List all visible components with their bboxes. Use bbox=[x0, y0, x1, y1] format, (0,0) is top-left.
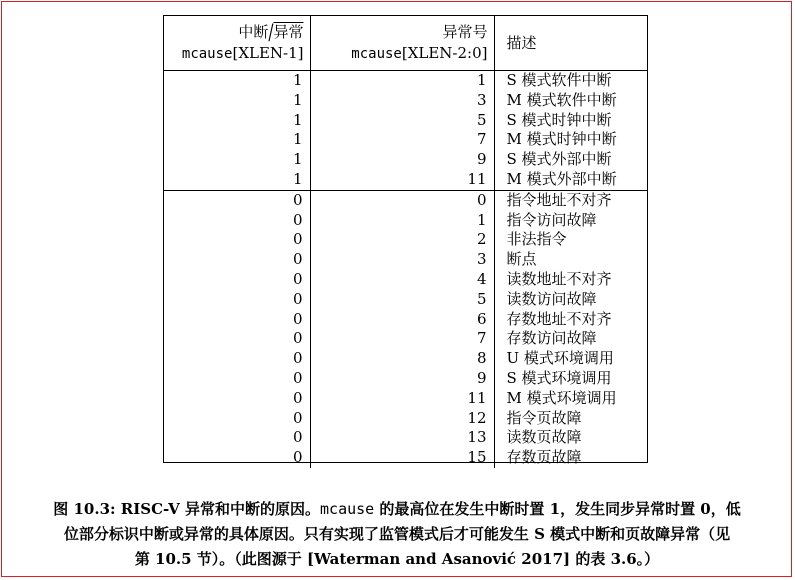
exception-description-cell: 存数页故障 bbox=[494, 448, 647, 468]
exception-exception-code-cell: 11 bbox=[310, 389, 494, 409]
table-row bbox=[164, 369, 647, 389]
interrupt-exception-code-cell: 3 bbox=[310, 91, 494, 111]
header-interrupt-label: 中断 bbox=[238, 22, 269, 41]
exception-exception-code-cell: 9 bbox=[310, 369, 494, 389]
exception-description-cell: U 模式环境调用 bbox=[494, 349, 647, 369]
caption-line-2: 位部分标识中断或异常的具体原因。只有实现了监管模式后才可能发生 S 模式中断和页故障异常（见 bbox=[63, 525, 731, 543]
caption-line-1-part-a: 图 10.3: RISC-V 异常和中断的原因。 bbox=[53, 500, 321, 518]
interrupt-interrupt-bit-cell: 1 bbox=[292, 90, 303, 109]
table-row bbox=[164, 270, 647, 290]
exception-interrupt-bit-cell: 0 bbox=[292, 329, 303, 348]
table-row bbox=[164, 329, 647, 349]
exception-exception-code-cell: 12 bbox=[310, 409, 494, 429]
table-row bbox=[164, 211, 647, 231]
exception-description-cell: 指令访问故障 bbox=[494, 211, 647, 231]
table-row bbox=[164, 111, 647, 131]
exception-exception-code-cell: 6 bbox=[310, 310, 494, 330]
table-header-row bbox=[164, 16, 647, 71]
table-body bbox=[164, 71, 647, 468]
interrupt-interrupt-bit-cell: 1 bbox=[292, 169, 303, 188]
exception-interrupt-bit-cell: 0 bbox=[292, 368, 303, 387]
table-row bbox=[164, 428, 647, 448]
header-exception-code-bits bbox=[311, 43, 488, 65]
caption-line-1 bbox=[14, 497, 780, 522]
interrupt-interrupt-bit-cell: 1 bbox=[292, 130, 303, 149]
exception-interrupt-bit-cell: 0 bbox=[292, 269, 303, 288]
mcause-table-container bbox=[163, 15, 648, 467]
header-mcause-mono-2: mcause bbox=[351, 45, 402, 62]
interrupt-description-cell: M 模式外部中断 bbox=[494, 170, 647, 190]
exception-exception-code-cell: 4 bbox=[310, 270, 494, 290]
exception-interrupt-bit-cell: 0 bbox=[292, 408, 303, 427]
exception-description-cell: S 模式环境调用 bbox=[494, 369, 647, 389]
exception-interrupt-bit-cell: 0 bbox=[292, 289, 303, 308]
interrupt-exception-code-cell: 5 bbox=[310, 111, 494, 131]
table-row bbox=[164, 310, 647, 330]
table-row bbox=[164, 190, 647, 210]
table-row bbox=[164, 170, 647, 190]
caption-line-1-part-b: 的最高位在发生中断时置 1，发生同步异常时置 0，低 bbox=[374, 500, 741, 518]
exception-exception-code-cell: 7 bbox=[310, 329, 494, 349]
caption-line-3: 第 10.5 节）。（此图源于 [Waterman and Asanović 2017] 的表 3.6。） bbox=[134, 550, 660, 568]
exception-description-cell: 存数访问故障 bbox=[494, 329, 647, 349]
exception-exception-code-cell: 8 bbox=[310, 349, 494, 369]
table-row bbox=[164, 130, 647, 150]
interrupt-interrupt-bit-cell: 1 bbox=[292, 71, 303, 89]
interrupt-interrupt-bit-cell: 1 bbox=[292, 110, 303, 129]
table-row bbox=[164, 290, 647, 310]
exception-exception-code-cell: 13 bbox=[310, 428, 494, 448]
table-row bbox=[164, 91, 647, 111]
exception-interrupt-bit-cell: 0 bbox=[292, 210, 303, 229]
exception-description-cell: 非法指令 bbox=[494, 230, 647, 250]
header-slash: / bbox=[268, 18, 274, 44]
header-description: 描述 bbox=[494, 16, 647, 71]
figure-caption bbox=[14, 497, 780, 572]
header-exception-code-title: 异常号 bbox=[442, 22, 488, 41]
interrupt-description-cell: S 模式外部中断 bbox=[494, 150, 647, 170]
exception-interrupt-bit-cell: 0 bbox=[292, 309, 303, 328]
exception-interrupt-bit-cell: 0 bbox=[292, 349, 303, 368]
interrupt-exception-code-cell: 9 bbox=[310, 150, 494, 170]
mcause-table bbox=[164, 16, 647, 468]
interrupt-description-cell: S 模式软件中断 bbox=[494, 71, 647, 91]
header-interrupt-bit-range: [XLEN-1] bbox=[232, 43, 304, 62]
exception-description-cell: 读数访问故障 bbox=[494, 290, 647, 310]
exception-interrupt-bit-cell: 0 bbox=[292, 230, 303, 249]
header-mcause-mono: mcause bbox=[181, 45, 233, 62]
header-interrupt-exception bbox=[164, 16, 310, 71]
table-row bbox=[164, 349, 647, 369]
table-row bbox=[164, 71, 647, 91]
table-row bbox=[164, 409, 647, 429]
table-row bbox=[164, 448, 647, 468]
table-row bbox=[164, 230, 647, 250]
caption-mcause-mono: mcause bbox=[320, 500, 375, 518]
exception-exception-code-cell: 0 bbox=[310, 190, 494, 210]
header-interrupt-exception-title bbox=[164, 18, 304, 44]
header-interrupt-bit bbox=[164, 43, 304, 65]
exception-description-cell: M 模式环境调用 bbox=[494, 389, 647, 409]
exception-description-cell: 指令页故障 bbox=[494, 409, 647, 429]
exception-description-cell: 断点 bbox=[494, 250, 647, 270]
interrupt-description-cell: S 模式时钟中断 bbox=[494, 111, 647, 131]
exception-interrupt-bit-cell: 0 bbox=[292, 388, 303, 407]
exception-exception-code-cell: 5 bbox=[310, 290, 494, 310]
interrupt-interrupt-bit-cell: 1 bbox=[292, 150, 303, 169]
interrupt-description-cell: M 模式软件中断 bbox=[494, 91, 647, 111]
exception-exception-code-cell: 2 bbox=[310, 230, 494, 250]
exception-interrupt-bit-cell: 0 bbox=[164, 190, 310, 210]
interrupt-exception-code-cell: 7 bbox=[310, 130, 494, 150]
exception-interrupt-bit-cell: 0 bbox=[292, 250, 303, 269]
exception-exception-code-cell: 1 bbox=[310, 211, 494, 231]
exception-description-cell: 读数地址不对齐 bbox=[494, 270, 647, 290]
table-row bbox=[164, 389, 647, 409]
table-row bbox=[164, 250, 647, 270]
exception-description-cell: 指令地址不对齐 bbox=[494, 190, 647, 210]
exception-interrupt-bit-cell: 0 bbox=[292, 428, 303, 447]
interrupt-exception-code-cell: 1 bbox=[310, 71, 494, 91]
exception-interrupt-bit-cell: 0 bbox=[292, 448, 303, 467]
exception-description-cell: 存数地址不对齐 bbox=[494, 310, 647, 330]
table-row bbox=[164, 150, 647, 170]
exception-exception-code-cell: 15 bbox=[310, 448, 494, 468]
exception-exception-code-cell: 3 bbox=[310, 250, 494, 270]
header-exception-code-range: [XLEN-2:0] bbox=[401, 43, 488, 62]
header-exception-code bbox=[310, 16, 494, 71]
exception-description-cell: 读数页故障 bbox=[494, 428, 647, 448]
header-exception-label: 异常 bbox=[273, 22, 304, 41]
interrupt-exception-code-cell: 11 bbox=[310, 170, 494, 190]
interrupt-description-cell: M 模式时钟中断 bbox=[494, 130, 647, 150]
